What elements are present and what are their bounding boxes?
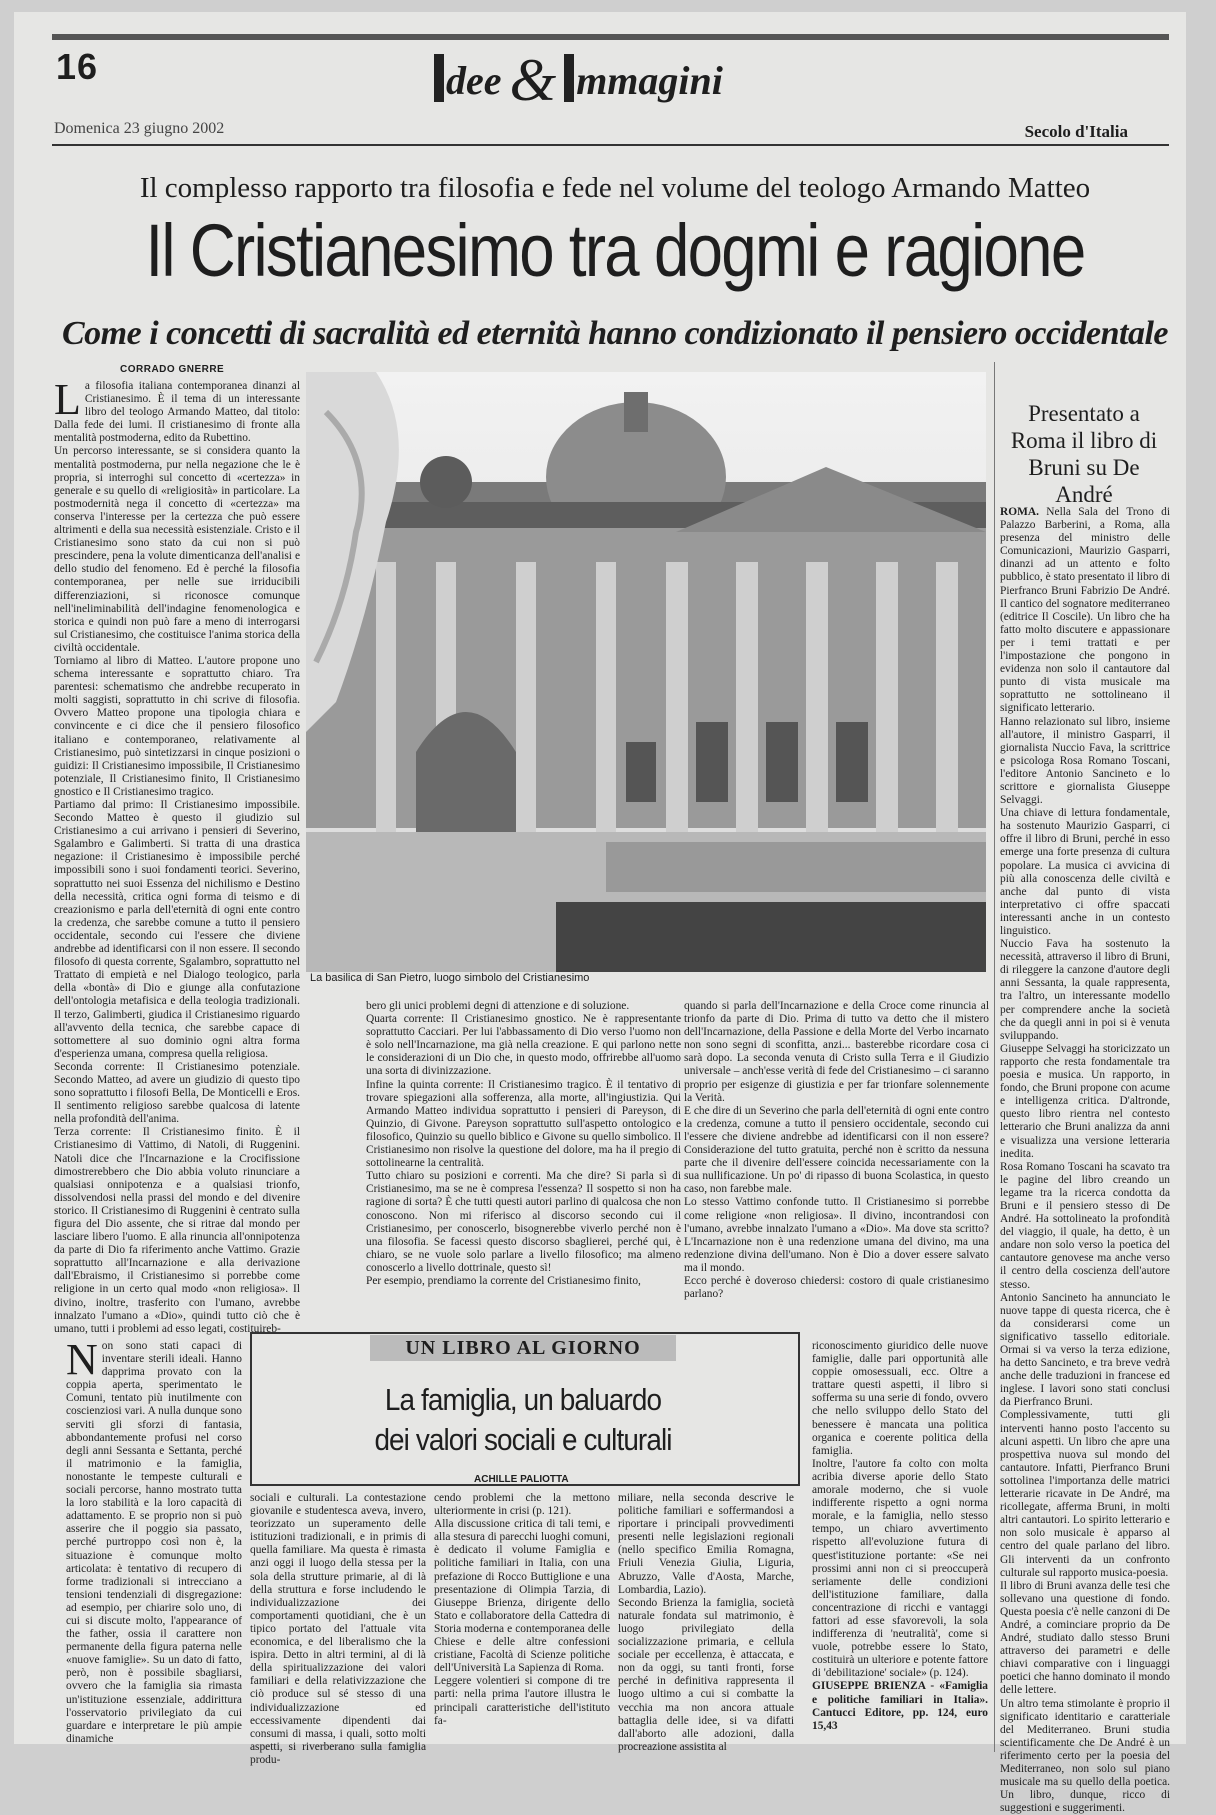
section-letter-bar-2 <box>564 54 574 102</box>
paragraph: a filosofia italiana contemporanea dinanzi al Cristianesimo. È il tema di un interessante libro del teologo Armando Matteo, dal titolo: Dalla fede dei lumi. Il cristianesimo di fronte alla mentalità postmoderna, edito da Rubettino. <box>54 380 300 445</box>
paragraph: Complessivamente, tutti gli interventi hanno posto l'accento su alcuni aspetti. Un libro che apre una prospettiva nuova sul mondo del cantautore. Infatti, Pierfranco Bruni sottolinea l'importanza delle matrici letterarie ricavate in De André, ma ricollegate, afferma Bruni, in molti altri cantautori. Lo spirito letterario e non solo musicale è apparso al centro del quale parlano del libro. Gli interventi da un confronto culturale sul rapporto musica-poesia. <box>1000 1409 1170 1579</box>
paragraph: Antonio Sancineto ha annunciato le nuove tappe di questa ricerca, che è da considerarsi come un significativo tassello editoriale. Ormai si va verso la terza edizione, ha detto Sancineto, e tra breve vedrà anche delle traduzioni in francese ed inglese. I lavori sono stati conclusi da Pierfranco Bruni. <box>1000 1291 1170 1409</box>
paragraph: riconoscimento giuridico delle nuove famiglie, dalle pari opportunità alle coppie omosessuali, ecc. Oltre a trattare questi aspetti, il libro si sofferma su una serie di fondo, ovvero che nello sviluppo dello Stato del benessere è mancata una politica organica e coerente politica della famiglia. <box>812 1340 988 1457</box>
newspaper-name: Secolo d'Italia <box>1024 122 1128 141</box>
paragraph: E che dire di un Severino che parla dell'eternità di ogni ente contro la credenza, comune a tutto il pensiero occidentale, secondo cui l'essere che diviene andrebbe ad identificarsi con il non essere? Considerazione del tutto gratuita, perché non è scritto da nessuna parte che il divenire dell'essere coincida necessariamente con la sua nullificazione. Un po' di ripasso di buona Scolastica, in questo caso, non farebbe male. <box>684 1104 989 1196</box>
paragraph: Inoltre, l'autore fa colto con molta acribia diverse aporie dello Stato amorale moderno, che si vuole indifferente rispetto a ogni norma morale, e la famiglia, nello stesso tempo, un chiaro avvertimento rispetto all'evoluzione futura di quest'istituzione portante: «Se nei prossimi anni non ci si preoccuperà seriamente delle condizioni dell'istituzione familiare, dalla concentrazione di ricchi e vantaggi fattori ad esse sfavorevoli, la sola indifferenza di 'neutralità', come si vuole, potrebbe essere lo Stato, costituirà un ulteriore e potente fattore di 'debilitazione' sociale» (p. 124). <box>812 1457 988 1680</box>
article-headline: Il Cristianesimo tra dogmi e ragione <box>145 209 1085 292</box>
book-review-column-4 <box>618 1492 794 1753</box>
paragraph: Terza corrente: Il Cristianesimo finito. È il Cristianesimo di Vattimo, di Natoli, di Ruggenini. Natoli dice che l'Incarnazione e la Crocifissione dimostrerebbero che Dio abbia voluto rinunciare a qualsiasi onnipotenza e a qualsiasi trionfo, dissolvendosi nella prassi del mondo e del divenire storico. Il Cristianesimo di Ruggenini è centrato sulla figura del Dio assente, che si ritrae dal mondo per lasciare libero l'uomo. E alla rinuncia all'onnipotenza da parte di Dio fa riferimento anche Vattimo. Grazie soprattutto all'Incarnazione e alla derivazione dall'Ebraismo, il Cristianesimo si porrebbe come religione in un certo qual modo «non religiosa». Il divino, inoltre, trasferito con l'umano, avrebbe innalzato l'umano a «Dio», quindi tutto ciò che è umano, tutti i problemi ad esso legati, costituireb- <box>54 1126 300 1335</box>
basilica-illustration <box>306 372 986 972</box>
photo-caption: La basilica di San Pietro, luogo simbolo del Cristianesimo <box>310 972 590 984</box>
paragraph: Infine la quinta corrente: Il Cristianesimo tragico. È il tentativo di trovare spiegazioni alla sofferenza, alla morte, all'ingiustizia. Qui Armando Matteo individua soprattutto i pensieri di Pareyson, di Quinzio, di Givone. Pareyson soprattutto sull'aspetto ontologico e filosofico, Quinzio su quello biblico e Givone su quello simbolico. Il Cristianesimo non risolve la questione del dolore, ma ha il pregio di sottolinearne la centralità. <box>366 1078 681 1170</box>
book-review-column-3 <box>434 1492 610 1742</box>
book-review-column-1 <box>66 1335 242 1745</box>
section-word-2: mmagini <box>576 58 723 103</box>
paragraph: on sono stati capaci di inventare sterili ideali. Hanno dapprima provato con la coppia aperta, sperimentato le Comuni, tentato più inutilmente con coscienziosi vari. A nulla dunque sono serviti gli sforzi di fantasia, abbondantemente profusi nel corso degli anni Sessanta e Settanta, perché il matrimonio e la famiglia, nonostante le tempeste culturali e sociali percorse, hanno mostrato tutta la loro stabilità e la loro capacità di adattamento. E se proprio non si può asserire che il poggio sia passato, perché purtroppo così non è, la situazione è comunque molto articolata: è tentativo di recupero di forme tradizionali si intrecciano a tensioni tendenziali di disgregazione: ad esempio, per chiarire solo uno, di cui si discute molto, l'appearance of the father, ossia il carattere non permanente della figura paterna nelle «nuove famiglie». Su un dato di fatto, però, non è possibile sbagliarsi, ovvero che la famiglia sia rimasta un'istituzione essenziale, addirittura l'osservatorio privilegiato da cui guardare e interpretare le più ampie dinamiche <box>66 1340 242 1745</box>
paragraph: Hanno relazionato sul libro, insieme all'autore, il ministro Gasparri, il giornalista Nuccio Fava, la scrittrice e psicologa Rosa Romano Toscani, l'editore Antonio Sancineto e lo scrittore e giornalista Giuseppe Selvaggi. <box>1000 715 1170 807</box>
paragraph: bero gli unici problemi degni di attenzione e di soluzione. <box>366 1000 630 1012</box>
paragraph: Una chiave di lettura fondamentale, ha sostenuto Maurizio Gasparri, ci offre il libro di Bruni, perché in esso emerge una forte presenza di cultura popolare. La musica ci avvicina di più alla conoscenza delle civiltà e anche dal punto di vista interpretativo ci offre spaccati interessanti anche in un contesto linguistico. <box>1000 807 1170 937</box>
paragraph: Torniamo al libro di Matteo. L'autore propone uno schema interessante e soprattutto chiaro. Tra parentesi: schematismo che andrebbe recuperato in molti saggisti, soprattutto in chi scrive di filosofia. Ovvero Matteo propone una tipologia chiara e convincente e ci dice che il pensiero filosofico italiano e contemporaneo, relativamente al Cristianesimo, può sintetizzarsi in cinque posizioni o guidizi: Il Cristianesimo impossibile, Il Cristianesimo potenziale, Il Cristianesimo finito, Il Cristianesimo gnostico e Il Cristianesimo tragico. <box>54 654 300 798</box>
section-ampersand: & <box>509 47 557 113</box>
section-title <box>434 46 723 115</box>
paragraph: quando si parla dell'Incarnazione e della Croce come rinuncia al trionfo da parte di Dio. Prima di tutto va detto che il mistero dell'Incarnazione, della Passione e della Morte del Verbo incarnato non sono segni di sconfitta, anzi... basterebbe ricordare cosa ci sarà dopo. La seconda venuta di Cristo sulla Terra e il Giudizio universale – anch'esse verità di fede del Cristianesimo – ci saranno proprio per esigenze di giustizia e per far trionfare solennemente la Verità. <box>684 1000 989 1104</box>
paragraph: Rosa Romano Toscani ha scavato tra le pagine del libro creando un legame tra la ricerca condotta da Bruni e il pensiero stesso di De André. Ha sottolineato la profondità del viaggio, il quale, ha detto, è un andare non solo verso la poetica del cantautore genovese ma anche verso il centro della coscienza dell'autore stesso. <box>1000 1160 1170 1291</box>
paragraph: Un percorso interessante, se si considera quanto la mentalità postmoderna, pur nella negazione che le è propria, si interroghi sul concetto di «certezza» in generale e su quello di «religiosità» in particolare. La postmodernità nega il concetto di «certezza» ma conserva l'interesse per la certezza che può essere altrimenti e della sua necessità esistenziale. Cristo e il Cristianesimo sono stato da cui non si può prescindere, pena la volute dimenticanza dell'analisi e dello studio del fenomeno. Ed è perché la filosofia contemporanea, per nelle sue irriducibili differenziazioni, si riconosce comunque nell'ineliminabilità dell'indagine fenomenologica e storica e quindi non può fare a meno di interrogarsi sul Cristianesimo, che costituisce l'anima storica della civiltà occidentale. <box>54 445 300 654</box>
book-review-column-5 <box>812 1340 988 1740</box>
paragraph: Lo stesso Vattimo confonde tutto. Il Cristianesimo si porrebbe come religione «non religiosa». Il divino, incontrandosi con l'umano, avrebbe innalzato l'umano a «Dio». Ma dove sta scritto? L'Incarnazione non è una redenzione umana del divino, ma una redenzione divina dell'umano. Non è Dio a dover essere salvato ma il mondo. <box>684 1196 989 1274</box>
basilica-photo <box>306 372 986 972</box>
paragraph: cendo problemi che la mettono ulteriormente in crisi (p. 121). <box>434 1492 610 1518</box>
paragraph: Leggere volentieri si compone di tre parti: nella prima l'autore illustra le principali caratteristiche dell'istituto fa- <box>434 1675 610 1727</box>
article-column-3 <box>684 1000 989 1300</box>
paragraph: sociali e culturali. La contestazione giovanile e studentesca aveva, invero, teorizzato un superamento delle istituzioni tradizionali, e in primis di quella familiare. Ma questa è rimasta anzi oggi il luogo della stessa per la sola della strutture primarie, al di là della struttura e forse includendo le individualizzazione dei comportamenti quotidiani, che è un tipico portato del l'attuale vita economica, e del liberalismo che la ispira. Detto in altri termini, al di là della spiritualizzazione dei valori familiari e della relativizzazione che ciò produce sul sé stesso di una individualizzazione ed eccessivamente dipendenti dai consumi di massa, i quali, sotto molti aspetti, si riverberano sulla famiglia produ- <box>250 1492 426 1766</box>
paragraph: Secondo Brienza la famiglia, società naturale fondata sul matrimonio, è luogo privilegiato della socializzazione primaria, e cellula sociale per eccellenza, è attaccata, e non da oggi, su tanti fronti, forse perché in definitiva rappresenta il luogo ultimo a cui si combatte la vecchia ma non ancora attuale battaglia delle idee, si va difatti dall'aborto alle adozioni, dalla procreazione assistita al <box>618 1596 794 1753</box>
paragraph: Quarta corrente: Il Cristianesimo gnostico. Ne è rappresentante soprattutto Cacciari. Per lui l'abbassamento di Dio verso l'uomo non è solo nell'Incarnazione, ma già nella creazione. E qui parlono nette le considerazioni di un Dio che, in questo modo, offrirebbe all'uomo una sorta di divinizzazione. <box>366 1013 681 1078</box>
book-review-title <box>277 1380 768 1460</box>
paragraph: Seconda corrente: Il Cristianesimo potenziale. Secondo Matteo, ad avere un giudizio di questo tipo sono soprattutto i filosofi Bella, De Monticelli e Eros. Il sentimento religioso sarebbe qualcosa di latente nella profondità dell'anima. <box>54 1060 300 1126</box>
book-review-title-line-1: La famiglia, un baluardo <box>384 1382 662 1417</box>
sidebar-column <box>1000 506 1170 1815</box>
newspaper-page <box>14 12 1186 1815</box>
sidebar-title: Presentato a Roma il libro di Bruni su De André <box>1010 401 1158 507</box>
paragraph: miliare, nella seconda descrive le politiche familiari e soffermandosi a riportare i principali provvedimenti presenti nelle legislazioni regionali (nello specifico Emilia Romagna, Friuli Venezia Giulia, Liguria, Abruzzo, Valle d'Aosta, Marche, Lombardia, Lazio). <box>618 1492 794 1596</box>
article-column-1 <box>54 375 300 1474</box>
top-rule <box>52 34 1169 40</box>
article-subheadline: Come i concetti di sacralità ed eternità hanno condizionato il pensiero occidentale <box>62 315 1168 352</box>
paragraph: Nella Sala del Trono di Palazzo Barberini, a Roma, alla presenza del ministro delle Comunicazioni, Maurizio Gasparri, dinanzi ad un attento e folto pubblico, è stato presentato il libro di Pierfranco Bruni Fabrizio De André. Il cantico del sognatore mediterraneo (editrice Il Coscile). Un libro che ha fatto molto discutere e appassionare per i temi trattati e per l'impostazione che pongono in evidenza non solo il cantautore dal punto di vista musicale ma soprattutto ne sottolineano il significato letterario. <box>1000 506 1170 715</box>
paragraph: Alla discussione critica di tali temi, e alla stesura di parecchi luoghi comuni, è dedicato il volume Famiglia e politiche familiari in Italia, con una prefazione di Rocco Buttiglione e una presentazione di Olimpia Tarzia, di Giuseppe Brienza, dirigente dello Stato e collaboratore della Cattedra di Storia moderna e contemporanea delle Chiese e delle altre confessioni cristiane, Facoltà di Scienze politiche dell'Università La Sapienza di Roma. <box>434 1518 610 1675</box>
paragraph: Nuccio Fava ha sostenuto la necessità, attraverso il libro di Bruni, di rileggere la canzone d'autore degli anni Sessanta, la quale rappresenta, tra l'altro, un interessante modello per comprendere anche la società che da quegli anni in poi si è venuta sviluppando. <box>1000 938 1170 1042</box>
book-review-banner: UN LIBRO AL GIORNO <box>370 1335 676 1361</box>
dateline: ROMA. <box>1000 506 1039 518</box>
paragraph: Un altro tema stimolante è proprio il significato identitario e caratteriale del Mediterraneo. Bruni studia scientificamente che De André è un riferimento certo per la poesia del Mediterraneo, non solo sul piano musicale ma su quello della poetica. Un libro, dunque, ricco di suggestioni e suggerimenti. <box>1000 1697 1170 1815</box>
issue-date: Domenica 23 giugno 2002 <box>54 120 225 137</box>
paragraph: Ecco perché è doveroso chiedersi: costoro di quale cristianesimo parlano? <box>684 1274 989 1301</box>
book-review-byline: ACHILLE PALIOTTA <box>474 1474 569 1485</box>
paragraph: Partiamo dal primo: Il Cristianesimo impossibile. Secondo Matteo è questo il giudizio sul Cristianesimo a cui arrivano i pensieri di Severino, Sgalambro e Galimberti. Si tratta di una drastica negazione: il Cristianesimo è impossibile perché impossibili sono i suoi fondamenti teorici. Severino, soprattutto nei suoi Essenza del nichilismo e Destino della necessità, critica ogni forma di teismo e di creazionismo e parla dell'eternità di ogni ente contro la credenza, che sarebbe comune a tutto il pensiero occidentale, secondo cui l'essere che diviene andrebbe ad identificarsi con il non essere. Il secondo filosofo di questa corrente, Sgalambro, soprattutto nel Trattato di empietà e nel Dialogo teologico, parla della «bontà» di Dio e giunge alla confutazione dell'ontologia metafisica e della teologia tradizionali. Il terzo, Galimberti, giudica il Cristianesimo riguardo all'avvento della tecnica, che sarebbe capace di sottomettere al suo dominio ogni altra forma d'esperienza umana, compresa quella religiosa. <box>54 799 300 1060</box>
paragraph: Tutto chiaro su posizioni e correnti. Ma che dire? Si parla sì di Cristianesimo, ma se ne è compresa l'essenza? Il sospetto si non ha ragione di sorta? È che tutti questi autori parlino di qualcosa che non conoscono. Non mi riferisco al discorso secondo cui il Cristianesimo, per conoscerlo, bisognerebbe viverlo perché non è una filosofia. Se facessi questo discorso sbaglierei, perché qui, è chiaro, se ne vuole solo parlare a livello filosofico; ma almeno conoscerlo a livello dottrinale, questo sì! <box>366 1170 681 1274</box>
section-word-1: dee <box>446 58 502 103</box>
dropcap: L <box>54 375 81 424</box>
section-letter-bar-1 <box>434 54 444 102</box>
paragraph: Il libro di Bruni avanza delle tesi che sollevano una questione di fondo. Questa poesia c'è nelle canzoni di De André, a cominciare proprio da De André, studiato dallo stesso Bruni attraverso dei parametri e delle chiavi comparative con i linguaggi poetici che hanno dominato il mondo delle lettere. <box>1000 1579 1170 1697</box>
article-kicker: Il complesso rapporto tra filosofia e fede nel volume del teologo Armando Matteo <box>139 172 1091 204</box>
article-column-2 <box>366 1000 681 1300</box>
dropcap: N <box>66 1335 98 1384</box>
article-byline: CORRADO GNERRE <box>120 364 225 375</box>
header-rule <box>52 144 1169 146</box>
paragraph: Per esempio, prendiamo la corrente del Cristianesimo finito, <box>366 1274 641 1287</box>
page-number: 16 <box>56 46 99 87</box>
paragraph: Giuseppe Selvaggi ha storicizzato un rapporto che resta fondamentale tra poesia e musica. Un rapporto, in fondo, che Bruni propone con acume e intelligenza critica. D'altronde, questo libro rientra nel contesto letterario che Bruni analizza da anni e visualizza una versione letteraria inedita. <box>1000 1042 1170 1160</box>
column-divider <box>994 362 995 1752</box>
book-review-column-2 <box>250 1492 426 1766</box>
book-review-title-line-2: dei valori sociali e culturali <box>374 1422 672 1457</box>
book-reference: GIUSEPPE BRIENZA - «Famiglia e politiche familiari in Italia». Cantucci Editore, pp. 124, euro 15,43 <box>812 1680 988 1732</box>
